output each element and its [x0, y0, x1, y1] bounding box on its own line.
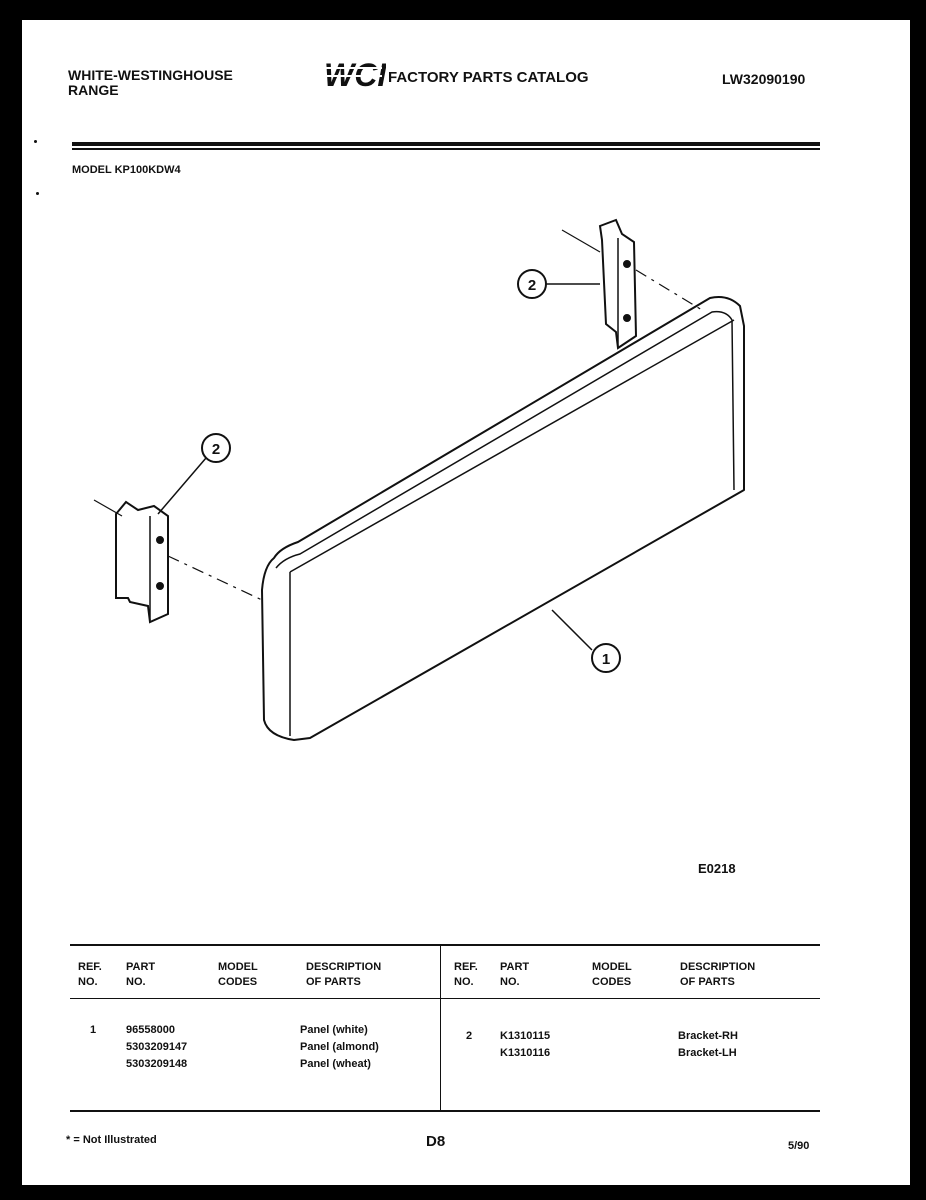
part-number: 5303209147: [126, 1041, 188, 1053]
bracket-lh: [116, 502, 168, 622]
header-part-no-right: PART NO.: [500, 961, 530, 988]
part-numbers-list: [126, 1022, 187, 1073]
callout-2-left-label: 2: [211, 441, 221, 458]
callout-1-label: 1: [601, 651, 611, 668]
table-column-divider: [440, 946, 441, 1110]
part-number: 96558000: [126, 1024, 175, 1036]
panel-part: [262, 297, 744, 740]
part-description: Bracket-LH: [678, 1047, 737, 1059]
table-bottom-rule: [70, 1110, 820, 1112]
product-type: RANGE: [68, 82, 119, 99]
document-number: LW32090190: [722, 71, 806, 87]
page-number: D8: [426, 1133, 446, 1150]
exploded-view-diagram: [22, 20, 910, 920]
drawing-code: E0218: [698, 861, 736, 876]
catalog-page: [22, 20, 910, 1185]
descriptions-list: [300, 1022, 379, 1073]
descriptions-list-right: [678, 1028, 738, 1062]
model-number: MODEL KP100KDW4: [72, 164, 181, 176]
header-ref-no: REF. NO.: [78, 961, 102, 988]
part-number: K1310115: [500, 1030, 551, 1042]
header-description: DESCRIPTION OF PARTS: [306, 961, 382, 988]
bracket-rh: [600, 220, 636, 348]
ref-number-right: 2: [466, 1030, 473, 1042]
callout-2-right: [518, 270, 546, 298]
ref-number: 1: [90, 1024, 97, 1036]
part-description: Bracket-RH: [678, 1030, 738, 1042]
callout-1: [592, 644, 620, 672]
catalog-title: FACTORY PARTS CATALOG: [388, 69, 589, 86]
header-part-no: PART NO.: [126, 961, 156, 988]
header-model-codes-right: MODEL CODES: [592, 961, 632, 988]
part-description: Panel (almond): [300, 1041, 379, 1053]
header-description-right: DESCRIPTION OF PARTS: [680, 961, 756, 988]
part-number: 5303209148: [126, 1058, 188, 1070]
callout-2-right-label: 2: [527, 277, 537, 294]
header-model-codes: MODEL CODES: [218, 961, 258, 988]
table-top-rule: [70, 944, 820, 946]
revision-date: 5/90: [788, 1140, 810, 1152]
table-header-rule: [70, 998, 820, 999]
part-numbers-list-right: [500, 1028, 550, 1062]
footnote: * = Not Illustrated: [66, 1134, 157, 1146]
part-description: Panel (white): [300, 1024, 368, 1036]
callout-2-left: [202, 434, 230, 462]
part-number: K1310116: [500, 1047, 551, 1059]
header-ref-no-right: REF. NO.: [454, 961, 478, 988]
brand-name: WHITE-WESTINGHOUSE: [68, 67, 233, 83]
logo-text: WCI: [324, 57, 386, 92]
part-description: Panel (wheat): [300, 1058, 371, 1070]
